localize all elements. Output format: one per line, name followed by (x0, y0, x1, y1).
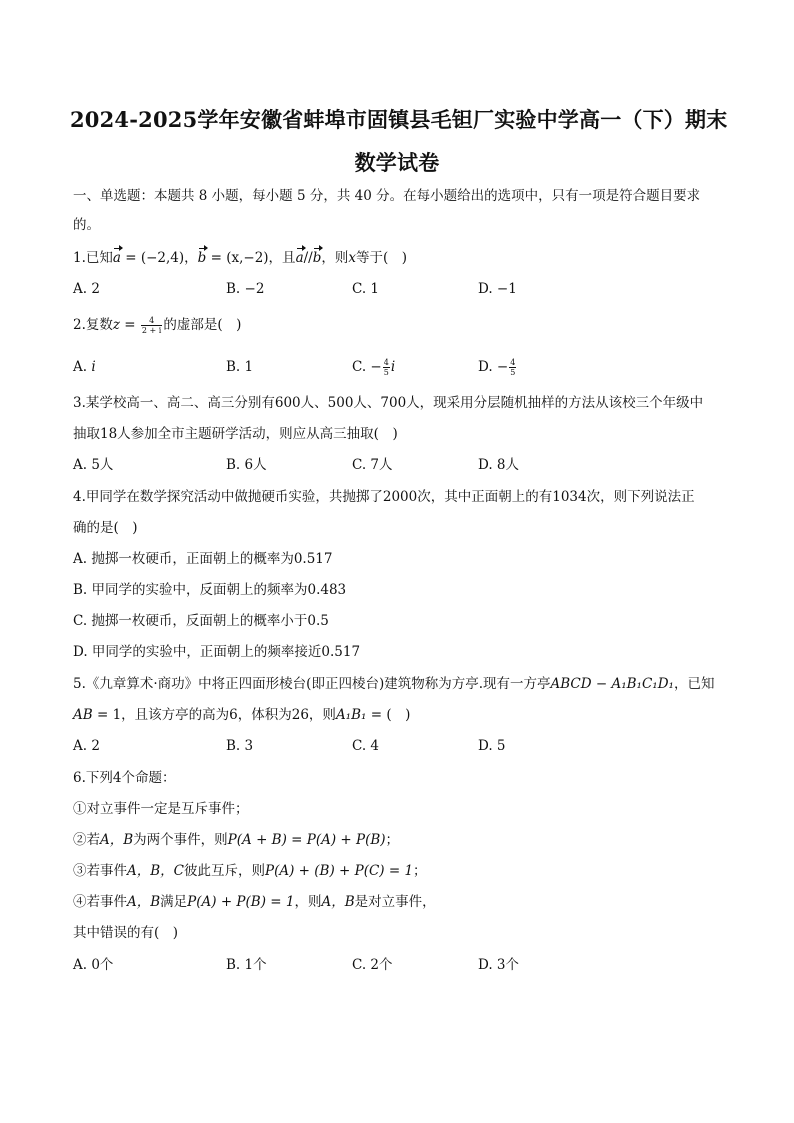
vector-b: b (197, 250, 207, 266)
q1-option-c[interactable]: C. 1 (352, 281, 380, 297)
q2-option-c-den: 5 (383, 368, 389, 377)
q5-line1-text: 5.《九章算术·商功》中将正四面形棱台(即正四棱台)建筑物称为方亭.现有一方亭 (73, 676, 551, 692)
q1-prefix: 1.已知 (73, 250, 113, 266)
q6-option-b[interactable]: B. 1个 (226, 957, 267, 973)
q3-option-d[interactable]: D. 8人 (478, 457, 520, 473)
q6-statement-3 (73, 861, 427, 881)
q4-option-d[interactable]: D. 甲同学的实验中，正面朝上的频率接近0.517 (73, 644, 361, 660)
question-4-stem-line2: 确的是( ) (73, 520, 138, 536)
q6-s4-pre: ④若事件 (73, 894, 127, 910)
q6-statement-4 (73, 892, 436, 912)
q5-frustum-name: ABCD − A₁B₁C₁D₁ (550, 676, 674, 692)
q2-option-a-label: A. (73, 359, 92, 375)
q6-s2-vars: A，B (100, 832, 134, 848)
q2-fraction-den: 2 + i (141, 326, 162, 335)
q1-eq1: = (−2,4)， (120, 250, 198, 266)
q6-s2-pre: ②若 (73, 832, 100, 848)
question-5-stem-line2 (73, 705, 410, 725)
q2-eq: = (120, 317, 140, 333)
q5-line2-text: = 1，且该方亭的高为6，体积为26，则 (92, 707, 336, 723)
vector-a-parallel: a (295, 250, 304, 266)
q1-suffix2: 等于( ) (356, 250, 408, 266)
q6-s4-formula: P(A) + P(B) = 1 (187, 894, 295, 910)
q2-option-d-num: 4 (510, 358, 516, 367)
q6-s2-end: ； (385, 832, 400, 848)
q1-option-b[interactable]: B. −2 (226, 281, 265, 297)
q2-option-c-tail: i (390, 359, 396, 375)
question-5-stem-line1 (73, 674, 714, 694)
q6-statement-2 (73, 830, 399, 850)
q5-edge-ab: AB (73, 707, 93, 723)
question-3-stem-line2: 抽取18人参加全市主题研学活动，则应从高三抽取( ) (73, 426, 398, 442)
q2-option-d-label: D. − (478, 359, 509, 375)
question-3-stem-line1: 3.某学校高一、高二、高三分别有600人、500人、700人，现采用分层随机抽样的方法从该校三个年级中 (73, 395, 704, 411)
q6-s3-mid: 彼此互斥，则 (184, 863, 265, 879)
section-heading-line2: 的。 (73, 217, 100, 233)
q2-prefix: 2.复数 (73, 317, 113, 333)
q6-s3-end: ； (413, 863, 427, 879)
q5-option-d[interactable]: D. 5 (478, 738, 506, 754)
q5-line1-tail: ，已知 (673, 676, 715, 692)
parallel-sign: // (303, 250, 313, 266)
q2-option-a[interactable] (73, 357, 96, 377)
q6-s4-mid2: ，则 (294, 894, 322, 910)
q6-s4-vars2: A，B (321, 894, 355, 910)
q6-s2-mid: 为两个事件，则 (133, 832, 228, 848)
question-2-stem (73, 315, 241, 335)
q5-option-b[interactable]: B. 3 (226, 738, 254, 754)
q2-var-z: z (112, 317, 121, 333)
vector-a: a (112, 250, 121, 266)
q6-option-a[interactable]: A. 0个 (73, 957, 114, 973)
q6-statement-1: ①对立事件一定是互斥事件； (73, 801, 249, 817)
q6-option-d[interactable]: D. 3个 (478, 957, 520, 973)
q2-option-d-fraction (509, 358, 516, 377)
exam-title-line1: 2024-2025学年安徽省蚌埠市固镇县毛钽厂实验中学高一（下）期末 (70, 107, 728, 132)
exam-title-line2: 数学试卷 (354, 150, 440, 175)
q6-s4-end: 是对立事件， (354, 894, 436, 910)
q6-s4-vars: A，B (127, 894, 161, 910)
q1-suffix1: ，则 (321, 250, 349, 266)
q2-fraction (141, 316, 162, 335)
q2-option-c-fraction (383, 358, 390, 377)
q2-option-c-num: 4 (383, 358, 389, 367)
q2-suffix: 的虚部是( ) (163, 317, 242, 333)
q5-option-c[interactable]: C. 4 (352, 738, 380, 754)
q5-option-a[interactable]: A. 2 (73, 738, 100, 754)
q5-edge-a1b1: A₁B₁ (335, 707, 367, 723)
q3-option-a[interactable]: A. 5人 (73, 457, 114, 473)
q3-option-b[interactable]: B. 6人 (226, 457, 267, 473)
q6-question-end: 其中错误的有( ) (73, 925, 179, 941)
q6-option-c[interactable]: C. 2个 (352, 957, 393, 973)
vector-b-parallel: b (312, 250, 322, 266)
question-1-stem (73, 248, 407, 268)
q4-option-b[interactable]: B. 甲同学的实验中，反面朝上的频率为0.483 (73, 582, 347, 598)
q2-option-d[interactable] (478, 357, 517, 377)
q1-var: x (348, 250, 357, 266)
q6-s3-formula: P(A) + (B) + P(C) = 1 (265, 863, 414, 879)
q4-option-c[interactable]: C. 抛掷一枚硬币，反面朝上的概率小于0.5 (73, 613, 329, 629)
q3-option-c[interactable]: C. 7人 (352, 457, 393, 473)
q6-s3-vars: A，B，C (127, 863, 184, 879)
q2-option-a-math: i (91, 359, 96, 375)
q2-option-c[interactable] (352, 357, 395, 377)
q2-option-b[interactable]: B. 1 (226, 359, 254, 375)
q6-s2-formula: P(A + B) = P(A) + P(B) (227, 832, 386, 848)
q2-option-d-den: 5 (510, 368, 516, 377)
q1-eq2: = (x,−2)，且 (206, 250, 296, 266)
q6-s3-pre: ③若事件 (73, 863, 127, 879)
q1-option-d[interactable]: D. −1 (478, 281, 517, 297)
section-heading-line1: 一、单选题：本题共 8 小题，每小题 5 分，共 40 分。在每小题给出的选项中，只有一项是符合题目要求 (73, 188, 701, 204)
q5-line2-tail: = ( ) (366, 707, 411, 723)
q6-s4-mid: 满足 (160, 894, 188, 910)
question-6-stem: 6.下列4个命题： (73, 770, 176, 786)
question-4-stem-line1: 4.甲同学在数学探究活动中做抛硬币实验，共抛掷了2000次，其中正面朝上的有1034次，则下列说法正 (73, 489, 695, 505)
q4-option-a[interactable]: A. 抛掷一枚硬币，正面朝上的概率为0.517 (73, 551, 333, 567)
q1-option-a[interactable]: A. 2 (73, 281, 100, 297)
q2-fraction-num: 4 (141, 316, 162, 326)
q2-option-c-label: C. − (352, 359, 382, 375)
